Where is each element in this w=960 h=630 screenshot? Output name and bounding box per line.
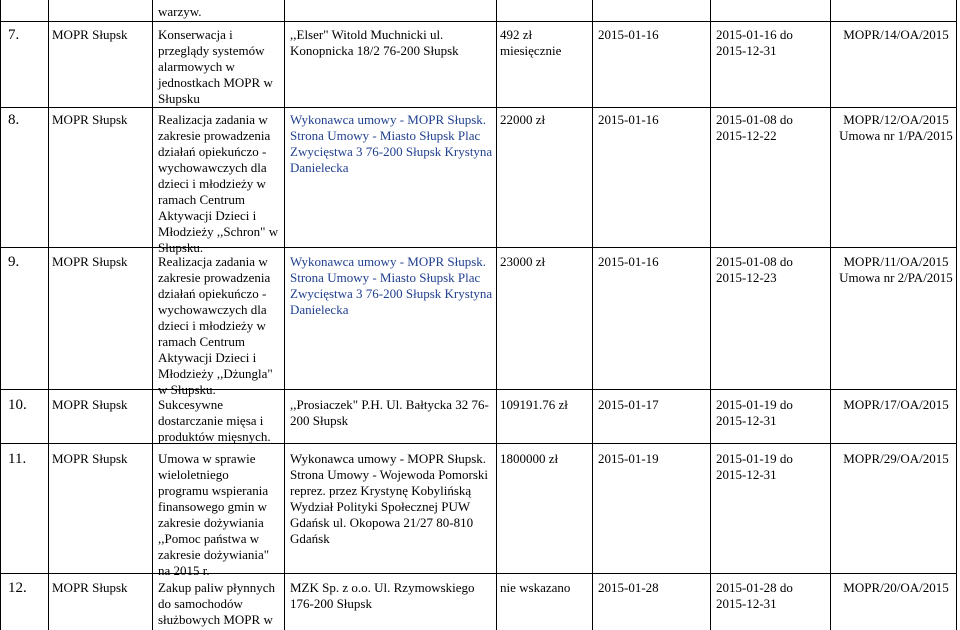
previous-row-fragment: warzyw.	[158, 4, 202, 19]
row-number: 8.	[8, 112, 20, 128]
contract-date: 2015-01-28	[598, 580, 659, 595]
contractor: Wykonawca umowy - MOPR Słupsk. Strona Umowy - Miasto Słupsk Plac Zwycięstwa 3 76-200 Słupsk Krystyna Danielecka	[290, 254, 493, 317]
contract-date: 2015-01-19	[598, 451, 659, 466]
unit-name: MOPR Słupsk	[52, 580, 128, 595]
unit-name: MOPR Słupsk	[52, 254, 128, 269]
contract-reference: MOPR/29/OA/2015	[843, 451, 949, 466]
row-number: 12.	[8, 580, 27, 596]
contractor: Wykonawca umowy - MOPR Słupsk. Strona Umowy - Miasto Słupsk Plac Zwycięstwa 3 76-200 Słupsk Krystyna Danielecka	[290, 112, 493, 175]
contractor: ,,Prosiaczek" P.H. Ul. Bałtycka 32 76-200 Słupsk	[290, 397, 489, 428]
contract-value: 492 zł miesięcznie	[500, 27, 562, 58]
contract-value: 22000 zł	[500, 112, 546, 127]
contract-value: 23000 zł	[500, 254, 546, 269]
row-number: 11.	[8, 451, 27, 467]
unit-name: MOPR Słupsk	[52, 27, 128, 42]
contract-date: 2015-01-16	[598, 254, 659, 269]
contractor: ,,Elser" Witold Muchnicki ul. Konopnicka 18/2 76-200 Słupsk	[290, 27, 459, 58]
contract-reference: MOPR/17/OA/2015	[843, 397, 949, 412]
contract-date: 2015-01-16	[598, 112, 659, 127]
contract-period: 2015-01-08 do 2015-12-22	[716, 112, 793, 143]
contract-subject: Umowa w sprawie wieloletniego programu wspierania finansowego gmin w zakresie dożywiania ,,Pomoc państwa w zakresie dożywiania" na 2015 r.	[158, 451, 270, 578]
contract-reference: MOPR/12/OA/2015 Umowa nr 1/PA/2015	[839, 112, 953, 143]
contract-subject: Zakup paliw płynnych do samochodów służbowych MOPR w	[158, 580, 275, 627]
contract-date: 2015-01-17	[598, 397, 659, 412]
contract-subject: Sukcesywne dostarczanie mięsa i produktów mięsnych.	[158, 397, 271, 444]
contract-reference: MOPR/14/OA/2015	[843, 27, 949, 42]
contract-reference: MOPR/11/OA/2015 Umowa nr 2/PA/2015	[839, 254, 953, 285]
row-number: 9.	[8, 254, 20, 270]
contract-reference: MOPR/20/OA/2015	[843, 580, 949, 595]
contract-value: 1800000 zł	[500, 451, 559, 466]
contract-period: 2015-01-19 do 2015-12-31	[716, 397, 793, 428]
contract-subject: Realizacja zadania w zakresie prowadzenia działań opiekuńczo - wychowawczych dla dzieci i młodzieży w ramach Centrum Aktywacji Dzieci i Młodzieży ,,Schron" w Słupsku.	[158, 112, 279, 255]
unit-name: MOPR Słupsk	[52, 397, 128, 412]
contract-period: 2015-01-08 do 2015-12-23	[716, 254, 793, 285]
contract-date: 2015-01-16	[598, 27, 659, 42]
contract-subject: Realizacja zadania w zakresie prowadzenia działań opiekuńczo - wychowawczych dla dzieci i młodzieży w ramach Centrum Aktywacji Dzieci i Młodzieży ,,Dżungla" w Słupsku.	[158, 254, 273, 397]
contract-value: 109191.76 zł	[500, 397, 568, 412]
contract-period: 2015-01-19 do 2015-12-31	[716, 451, 793, 482]
row-number: 7.	[8, 27, 20, 43]
unit-name: MOPR Słupsk	[52, 451, 128, 466]
contract-subject: Konserwacja i przeglądy systemów alarmowych w jednostkach MOPR w Słupsku	[158, 27, 273, 106]
contract-period: 2015-01-16 do 2015-12-31	[716, 27, 793, 58]
unit-name: MOPR Słupsk	[52, 112, 128, 127]
contract-value: nie wskazano	[500, 580, 571, 595]
contractor: Wykonawca umowy - MOPR Słupsk. Strona Umowy - Wojewoda Pomorski reprez. przez Krystynę Kobylińską Wydział Polityki Społecznej PUW Gdańsk ul. Okopowa 21/27 80-810 Gdańsk	[290, 451, 489, 546]
row-number: 10.	[8, 397, 27, 413]
contract-period: 2015-01-28 do 2015-12-31	[716, 580, 793, 611]
contractor: MZK Sp. z o.o. Ul. Rzymowskiego 176-200 Słupsk	[290, 580, 475, 611]
